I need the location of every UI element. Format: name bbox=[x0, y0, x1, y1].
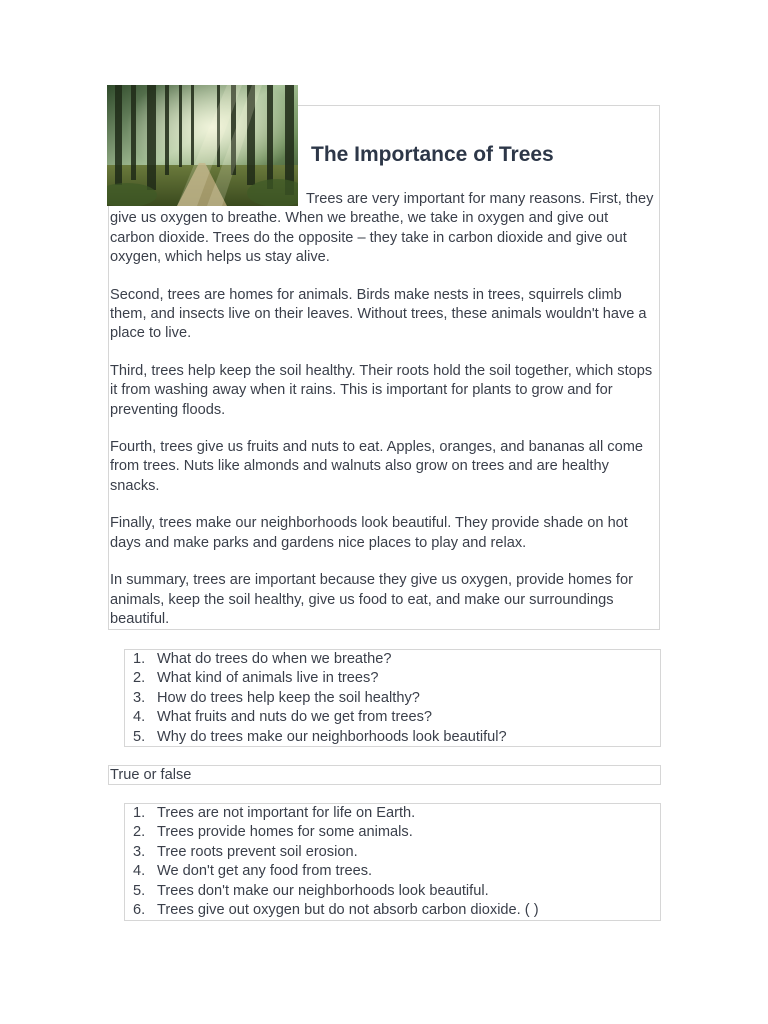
list-item: 6. Trees give out oxygen but do not absorb carbon dioxide. ( ) bbox=[133, 902, 539, 919]
list-item: 5. Trees don't make our neighborhoods look beautiful. bbox=[133, 882, 489, 899]
questions-list bbox=[125, 650, 660, 747]
paragraph-soil: Third, trees help keep the soil healthy. Their roots hold the soil together, which stops it from washing away when it rains. This is important for plants to grow and for preventing floods. bbox=[110, 362, 653, 418]
true-false-heading: True or false bbox=[108, 765, 661, 785]
article-body bbox=[110, 190, 655, 647]
paragraph-summary: In summary, trees are important because they give us oxygen, provide homes for animals, keep the soil healthy, give us food to eat, and make our surroundings beautiful. bbox=[110, 572, 633, 627]
article-title: The Importance of Trees bbox=[311, 143, 554, 166]
paragraph-food: Fourth, trees give us fruits and nuts to eat. Apples, oranges, and bananas all come from trees. Nuts like almonds and walnuts also grow on trees and are healthy snacks. bbox=[110, 439, 643, 494]
true-false-list bbox=[125, 804, 660, 920]
paragraph-beauty: Finally, trees make our neighborhoods look beautiful. They provide shade on hot days and make parks and gardens nice places to play and relax. bbox=[110, 515, 628, 551]
list-item: 4. We don't get any food from trees. bbox=[133, 863, 373, 880]
list-item: 2. What kind of animals live in trees? bbox=[133, 670, 379, 687]
forest-path-image bbox=[107, 85, 298, 206]
questions-box bbox=[124, 649, 661, 747]
list-item: 4. What fruits and nuts do we get from trees? bbox=[133, 709, 432, 726]
true-false-box bbox=[124, 803, 661, 921]
list-item: 1. Trees are not important for life on Earth. bbox=[133, 805, 416, 821]
list-item: 3. How do trees help keep the soil healthy? bbox=[133, 689, 420, 706]
list-item: 5. Why do trees make our neighborhoods look beautiful? bbox=[133, 728, 507, 745]
paragraph-animals: Second, trees are homes for animals. Birds make nests in trees, squirrels climb them, and insects live on their leaves. Without trees, these animals wouldn't have a place to live. bbox=[110, 286, 647, 342]
list-item: 1. What do trees do when we breathe? bbox=[133, 651, 392, 667]
list-item: 3. Tree roots prevent soil erosion. bbox=[133, 843, 358, 860]
paragraph-intro: Trees are very important for many reasons. First, they give us oxygen to breathe. When we breathe, we take in oxygen and give out carbon dioxide. Trees do the opposite – they take in carbon dioxide and give out oxygen, which helps us stay alive. bbox=[110, 191, 654, 266]
list-item: 2. Trees provide homes for some animals. bbox=[133, 824, 413, 841]
